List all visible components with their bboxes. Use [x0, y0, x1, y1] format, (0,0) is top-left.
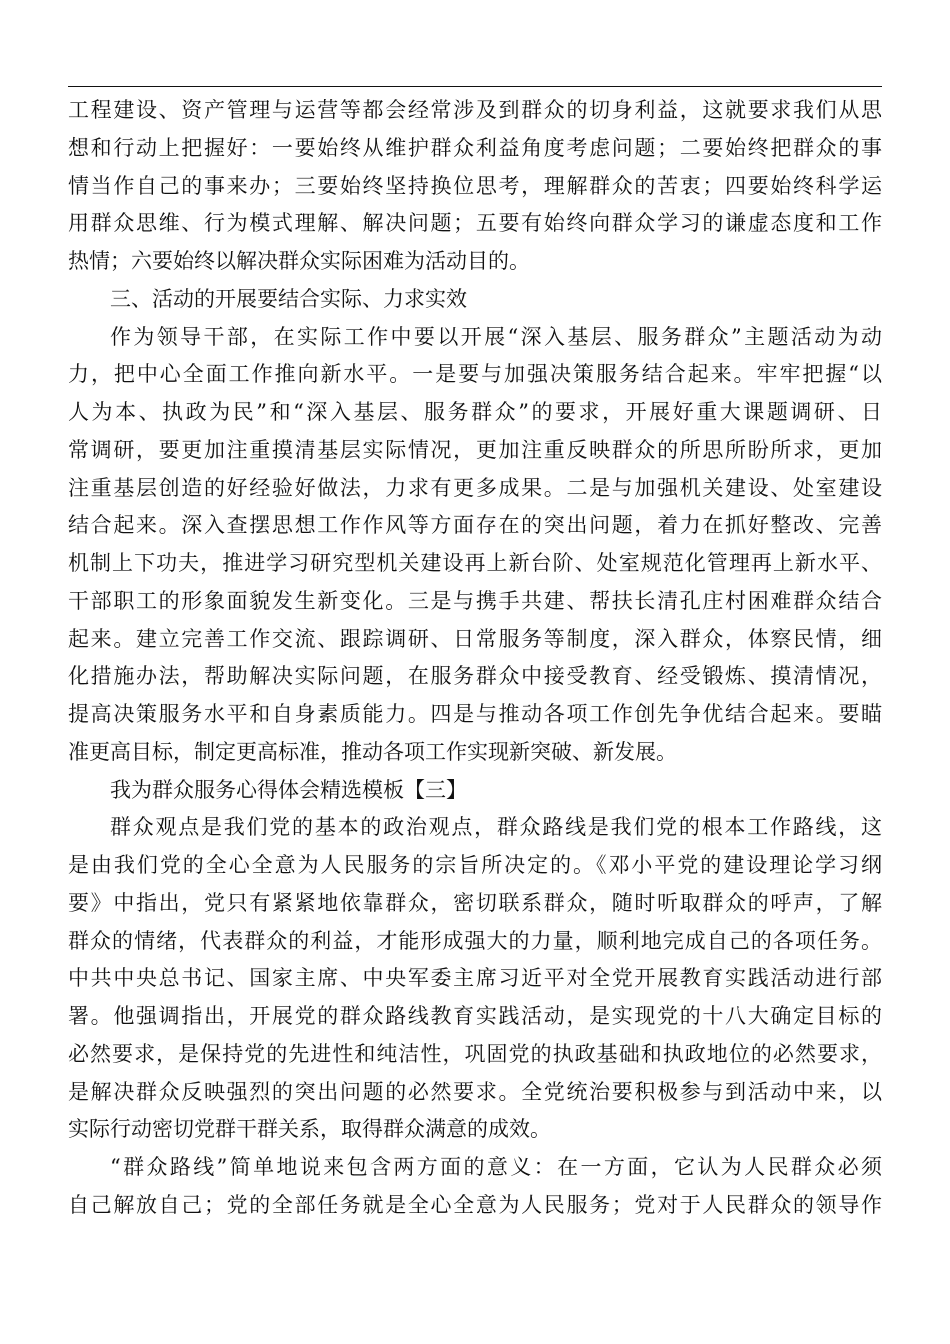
- text-line: 机制上下功夫，推进学习研究型机关建设再上新台阶、处室规范化管理再上新水平、: [68, 551, 882, 575]
- text-line: 必然要求，是保持党的先进性和纯洁性，巩固党的执政基础和执政地位的必然要求，: [68, 1041, 882, 1066]
- text-line: 署。他强调指出，开展党的群众路线教育实践活动，是实现党的十八大确定目标的: [68, 1004, 882, 1028]
- text-line: 作为领导干部，在实际工作中要以开展“深入基层、服务群众”主题活动为动: [110, 324, 882, 349]
- text-line: 热情；六要始终以解决群众实际困难为活动目的。: [68, 249, 530, 273]
- text-line: 力，把中心全面工作推向新水平。一是要与加强决策服务结合起来。牢牢把握“以: [68, 362, 882, 387]
- text-line: 群众的情绪，代表群众的利益，才能形成强大的力量，顺利地完成自己的各项任务。: [68, 928, 882, 953]
- text-line: 是解决群众反映强烈的突出问题的必然要求。全党统治要积极参与到活动中来，以: [68, 1079, 882, 1104]
- text-line: 人为本、执政为民”和“深入基层、服务群众”的要求，开展好重大课题调研、日: [68, 400, 882, 424]
- text-line: 自己解放自己；党的全部任务就是全心全意为人民服务；党对于人民群众的领导作: [68, 1192, 882, 1217]
- text-line: 情当作自己的事来办；三要始终坚持换位思考，理解群众的苦衷；四要始终科学运: [68, 173, 882, 198]
- text-line: 常调研，要更加注重摸清基层实际情况，更加注重反映群众的所思所盼所求，更加: [68, 437, 882, 462]
- text-line: 提高决策服务水平和自身素质能力。四是与推动各项工作创先争优结合起来。要瞄: [68, 702, 882, 726]
- text-line: 群众观点是我们党的基本的政治观点，群众路线是我们党的根本工作路线，这: [110, 815, 882, 840]
- section-heading: 三、活动的开展要结合实际、力求实效: [110, 286, 467, 311]
- text-line: 准更高目标，制定更高标准，推动各项工作实现新突破、新发展。: [68, 739, 677, 764]
- text-line: 结合起来。深入查摆思想工作作风等方面存在的突出问题，着力在抓好整改、完善: [68, 513, 882, 538]
- text-line: 工程建设、资产管理与运营等都会经常涉及到群众的切身利益，这就要求我们从思: [68, 98, 882, 122]
- text-line: 想和行动上把握好：一要始终从维护群众利益角度考虑问题；二要始终把群众的事: [68, 135, 882, 160]
- text-line: 用群众思维、行为模式理解、解决问题；五要有始终向群众学习的谦虚态度和工作: [68, 211, 882, 236]
- text-line: 起来。建立完善工作交流、跟踪调研、日常服务等制度，深入群众，体察民情，细: [68, 626, 882, 651]
- text-line: 化措施办法，帮助解决实际问题，在服务群众中接受教育、经受锻炼、摸清情况，: [68, 664, 882, 689]
- text-line: 注重基层创造的好经验好做法，力求有更多成果。二是与加强机关建设、处室建设: [68, 475, 882, 500]
- header-rule: [68, 86, 882, 87]
- section-title: 我为群众服务心得体会精选模板【三】: [110, 777, 467, 802]
- text-line: “群众路线”简单地说来包含两方面的意义：在一方面，它认为人民群众必须: [110, 1155, 882, 1179]
- text-line: 干部职工的形象面貌发生新变化。三是与携手共建、帮扶长清孔庄村困难群众结合: [68, 588, 882, 613]
- text-line: 是由我们党的全心全意为人民服务的宗旨所决定的。《邓小平党的建设理论学习纲: [68, 853, 882, 877]
- text-line: 实际行动密切党群干群关系，取得群众满意的成效。: [68, 1117, 551, 1142]
- text-line: 要》中指出，党只有紧紧地依靠群众，密切联系群众，随时听取群众的呼声，了解: [68, 890, 882, 915]
- document-body: [68, 92, 882, 1225]
- text-line: 中共中央总书记、国家主席、中央军委主席习近平对全党开展教育实践活动进行部: [68, 966, 882, 991]
